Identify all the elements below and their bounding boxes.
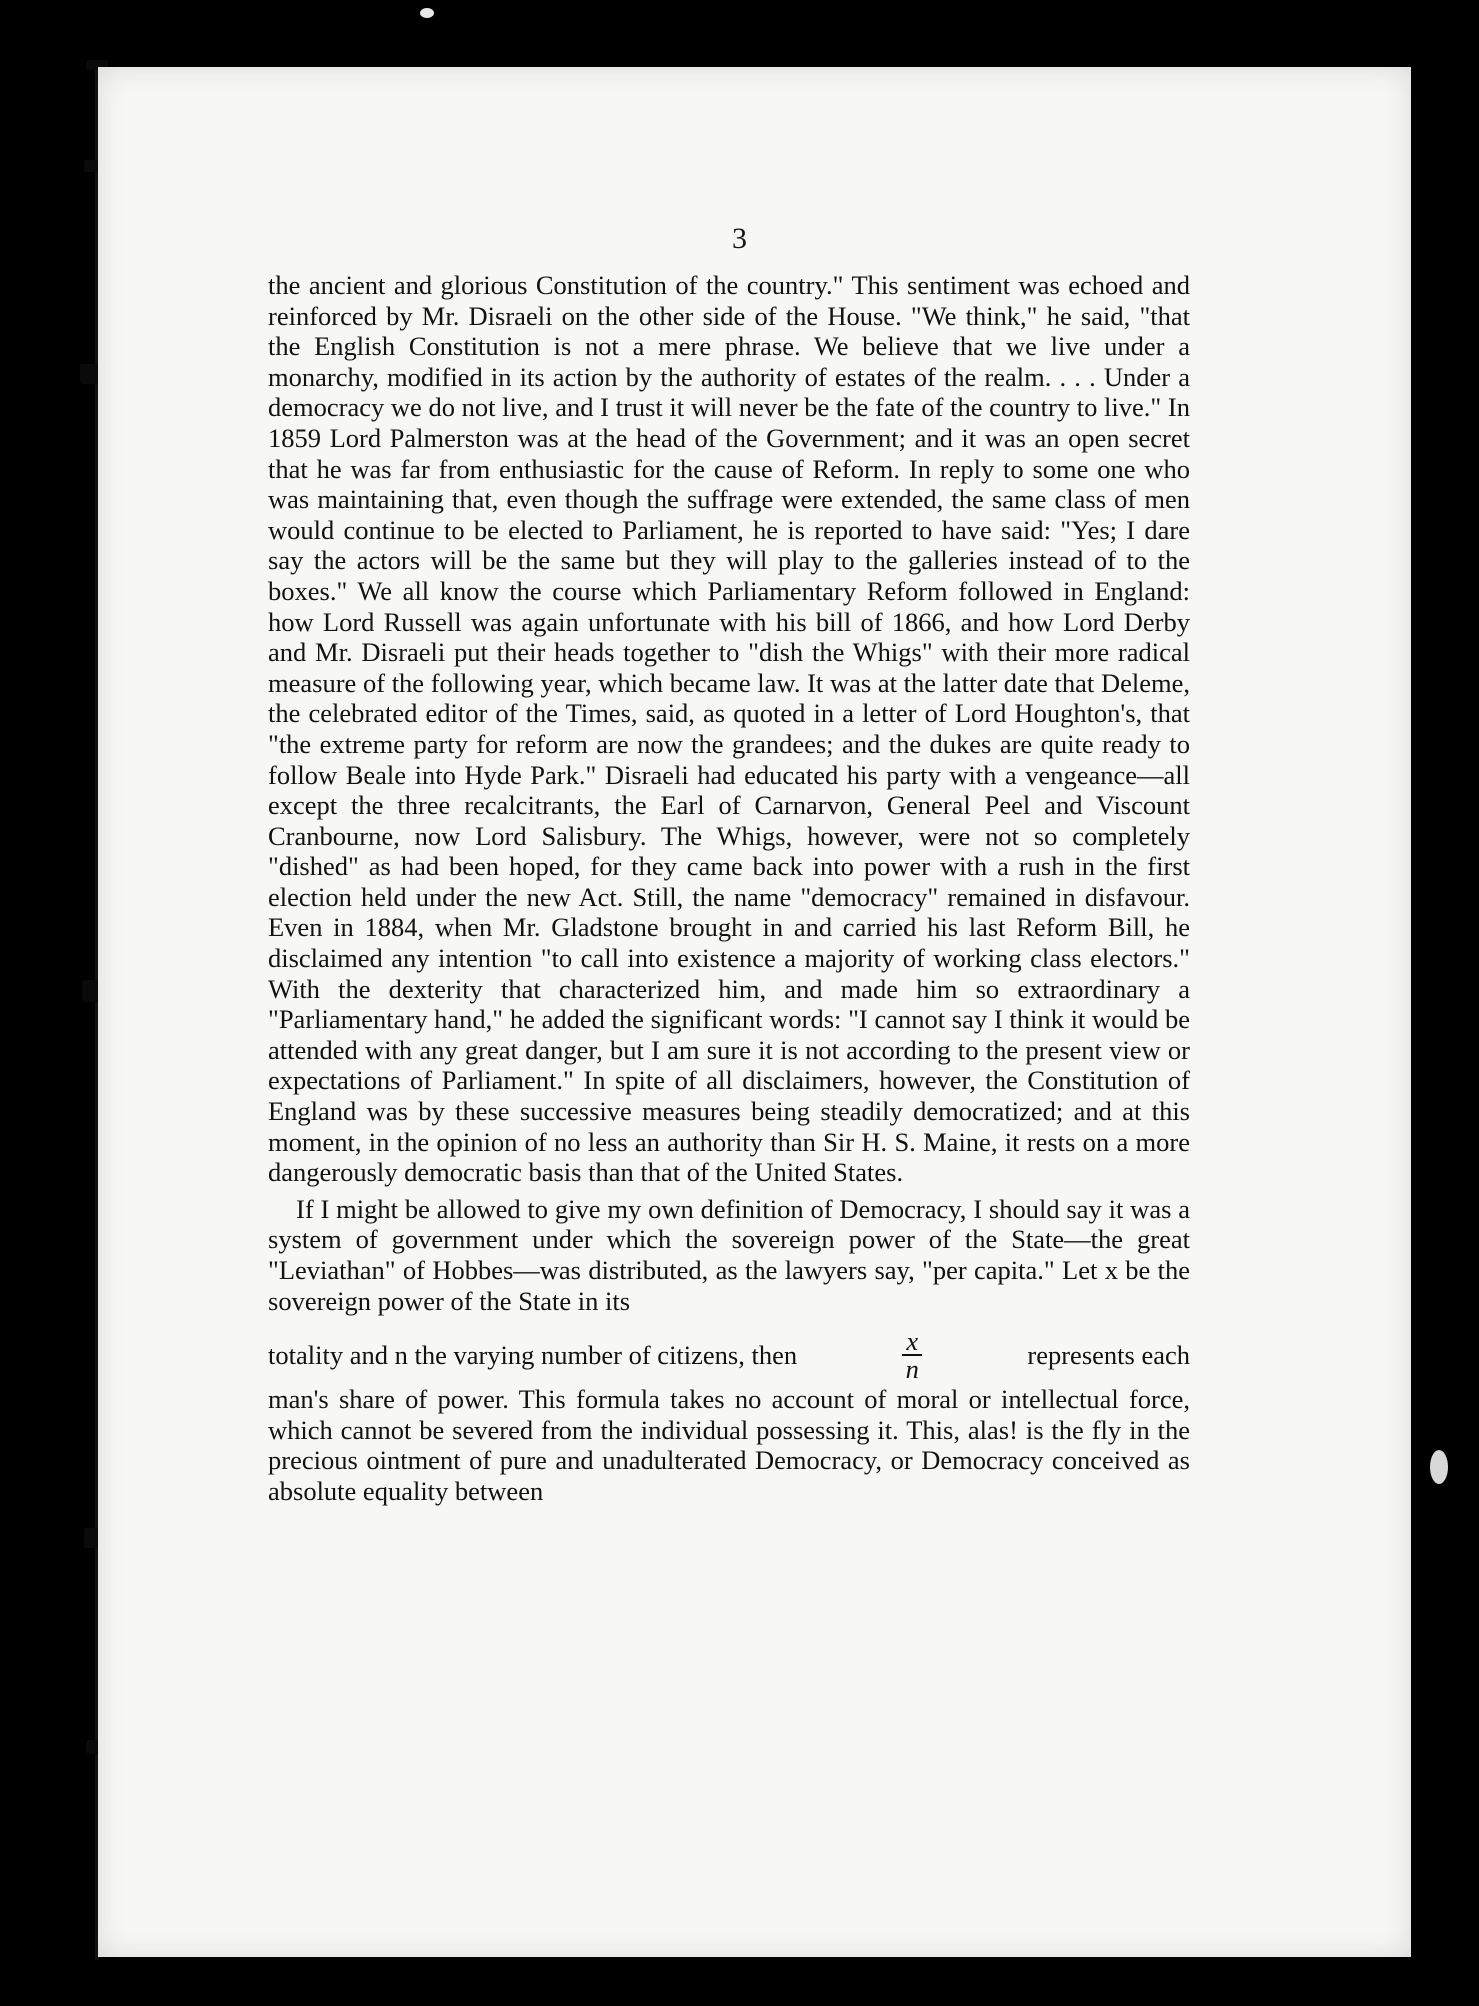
formula-text-after: represents each xyxy=(1027,1339,1190,1370)
paragraph-2-intro: If I might be allowed to give my own definition of Democracy, I should say it was a system of government under which the sovereign power of the State—the great "Leviathan" of Hobbes—was distributed, as the lawyers say, "per capita." Let x be the sovereign power of the State in its xyxy=(268,1193,1190,1316)
paragraph-2-rest: man's share of power. This formula takes no account of moral or intellectual force, which cannot be severed from the individual possessing it. This, alas! is the fly in the precious ointment of pure and unadulterated Democracy, or Democracy conceived as absolute equality between xyxy=(268,1384,1190,1506)
formula-numerator: x xyxy=(902,1328,922,1356)
formula-denominator: n xyxy=(905,1354,919,1385)
formula-text-before: totality and n the varying number of citizens, then xyxy=(268,1339,798,1370)
paragraph-1: the ancient and glorious Constitution of the country." This sentiment was echoed and reinforced by Mr. Disraeli on the other side of the House. "We think," he said, "that the English Constitution is not a mere phrase. We believe that we live under a monarchy, modified in its action by the authority of estates of the realm. . . . Under a democracy we do not live, and I trust it will never be the fate of the country to live." In 1859 Lord Palmerston was at the head of the Government; and it was an open secret that he was far from enthusiastic for the cause of Reform. In reply to some one who was maintaining that, even though the suffrage were extended, the same class of men would continue to be elected to Parliament, he is reported to have said: "Yes; I dare say the actors will be the same but they will play to the galleries instead of to the boxes." We all know the course which Parliamentary Reform followed in England: how Lord Russell was again unfortunate with his bill of 1866, and how Lord Derby and Mr. Disraeli put their heads together to "dish the Whigs" with their more radical measure of the following year, which became law. It was at the latter date that Deleme, the celebrated editor of the Times, said, as quoted in a letter of Lord Houghton's, that "the extreme party for reform are now the grandees; and the dukes are quite ready to follow Beale into Hyde Park." Disraeli had educated his party with a vengeance—all except the three recalcitrants, the Earl of Carnarvon, General Peel and Viscount Cranbourne, now Lord Salisbury. The Whigs, however, were not so completely "dished" as had been hoped, for they came back into power with a rush in the first election held under the new Act. Still, the name "democracy" remained in disfavour. Even in 1884, when Mr. Gladstone brought in and carried his last Reform Bill, he disclaimed any intention "to call into existence a majority of working class electors." With the dexterity that characterized him, and made him so extraordinary a "Parliamentary hand," he added the significant words: "I cannot say I think it would be attended with any great danger, but I am sure it is not according to the present view or expectations of Parliament." In spite of all disclaimers, however, the Constitution of England was by these successive measures being steadily democratized; and at this moment, in the opinion of no less an authority than Sir H. S. Maine, it rests on a more dangerously democratic basis than that of the United States. xyxy=(268,270,1190,1188)
scan-speck xyxy=(1430,1450,1448,1484)
formula-fraction xyxy=(902,1326,922,1385)
scan-speck xyxy=(420,8,434,18)
formula-line xyxy=(268,1326,1190,1385)
body-text xyxy=(268,270,1190,1507)
page-number: 3 xyxy=(732,222,747,255)
